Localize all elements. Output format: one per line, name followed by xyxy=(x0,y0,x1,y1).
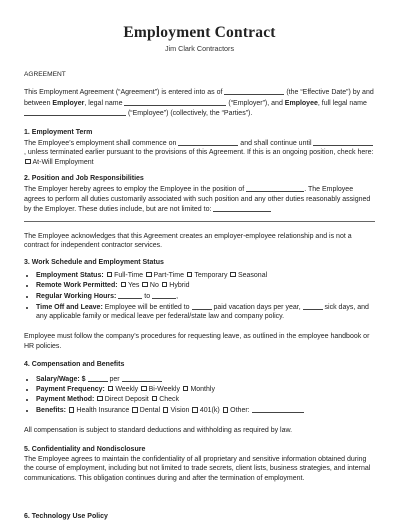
remote-hybrid-checkbox[interactable] xyxy=(162,282,168,288)
weekly-checkbox[interactable] xyxy=(108,386,114,392)
sick-days-field[interactable] xyxy=(303,302,323,310)
benefits-item: • Benefits: Health Insurance Dental Vision 401(k) Other: xyxy=(36,405,375,416)
at-will-checkbox[interactable] xyxy=(25,159,31,165)
relationship-ack: The Employee acknowledges that this Agreement creates an employer-employee relationship and is not a contract for independent contractor services. xyxy=(24,232,352,250)
salary-period-field[interactable] xyxy=(122,374,162,382)
section-1-text: The Employee’s employment shall commence on and shall continue until , unless terminated earlier pursuant to the provisions of this Agreement. If this is an ongoing position, check here: At-Will Employment xyxy=(24,139,374,166)
other-benefit-checkbox[interactable] xyxy=(223,407,229,413)
hours-start-field[interactable] xyxy=(118,291,142,299)
time-off-item: • Time Off and Leave: Employee will be entitled to paid vacation days per year, sick days, and any applicable family or medical leave per federal/state law and company policy. xyxy=(36,302,375,322)
health-insurance-checkbox[interactable] xyxy=(69,407,75,413)
section-5-text: The Employee agrees to maintain the confidentiality of all proprietary and sensitive information obtained during the course of employment, including but not limited to trade secrets, client lists, business strategies, and internal communications. This obligation continues during and after the termination of employment. xyxy=(24,455,371,482)
other-benefit-field[interactable] xyxy=(252,405,304,413)
compensation-list xyxy=(24,374,375,416)
company-name: Jim Clark Contractors xyxy=(164,44,235,53)
duties-field[interactable] xyxy=(213,204,271,212)
end-date-field[interactable] xyxy=(313,138,373,146)
direct-deposit-checkbox[interactable] xyxy=(97,396,103,402)
intro-paragraph: This Employment Agreement (“Agreement”) is entered into as of (the “Effective Date”) by and between Employer, legal name (“Employer”), and Employee, full legal name (“Employee”) (collectively, the “Parties”). xyxy=(24,89,374,118)
check-checkbox[interactable] xyxy=(152,396,158,402)
vision-checkbox[interactable] xyxy=(163,407,169,413)
start-date-field[interactable] xyxy=(178,138,238,146)
duties-line[interactable] xyxy=(24,221,375,222)
full-time-checkbox[interactable] xyxy=(107,272,113,278)
vacation-days-field[interactable] xyxy=(192,302,212,310)
agreement-label: AGREEMENT xyxy=(24,70,66,78)
temporary-checkbox[interactable] xyxy=(187,272,193,278)
document-title: Employment Contract xyxy=(123,24,276,41)
effective-date-field[interactable] xyxy=(224,87,284,95)
leave-procedure-text: Employee must follow the company’s procedures for requesting leave, as outlined in the employee handbook or HR policies. xyxy=(24,332,370,350)
section-1-heading: 1. Employment Term xyxy=(24,128,93,136)
bi-weekly-checkbox[interactable] xyxy=(141,386,147,392)
section-3-heading: 3. Work Schedule and Employment Status xyxy=(24,258,164,266)
dental-checkbox[interactable] xyxy=(132,407,138,413)
remote-yes-checkbox[interactable] xyxy=(121,282,127,288)
position-field[interactable] xyxy=(246,184,304,192)
section-2-text: The Employer hereby agrees to employ the Employee in the position of . The Employee agrees to perform all duties customarily associated with such position and any other duties reasonably assigned by the Employer. These duties include, but are not limited to: xyxy=(24,185,371,214)
salary-amount-field[interactable] xyxy=(88,374,108,382)
hours-end-field[interactable] xyxy=(152,291,176,299)
section-4-heading: 4. Compensation and Benefits xyxy=(24,361,125,369)
seasonal-checkbox[interactable] xyxy=(230,272,236,278)
work-schedule-list xyxy=(24,271,375,322)
payment-frequency-item: • Payment Frequency: Weekly Bi-Weekly Monthly xyxy=(36,385,375,395)
employment-status-item: • Employment Status: Full-Time Part-Time Temporary Seasonal xyxy=(36,271,375,281)
employee-name-field[interactable] xyxy=(24,108,126,116)
employer-name-field[interactable] xyxy=(124,98,226,106)
compensation-note: All compensation is subject to standard deductions and withholding as required by law. xyxy=(24,426,293,434)
remote-work-item: • Remote Work Permitted: Yes No Hybrid xyxy=(36,281,375,291)
section-6-heading: 6. Technology Use Policy xyxy=(24,513,108,521)
section-2-heading: 2. Position and Job Responsibilities xyxy=(24,175,144,183)
section-5-heading: 5. Confidentiality and Nondisclosure xyxy=(24,446,146,454)
payment-method-item: • Payment Method: Direct Deposit Check xyxy=(36,395,375,405)
remote-no-checkbox[interactable] xyxy=(142,282,148,288)
part-time-checkbox[interactable] xyxy=(146,272,152,278)
salary-item: • Salary/Wage: $ per xyxy=(36,374,375,385)
monthly-checkbox[interactable] xyxy=(183,386,189,392)
401k-checkbox[interactable] xyxy=(192,407,198,413)
working-hours-item: • Regular Working Hours: to , xyxy=(36,291,375,302)
